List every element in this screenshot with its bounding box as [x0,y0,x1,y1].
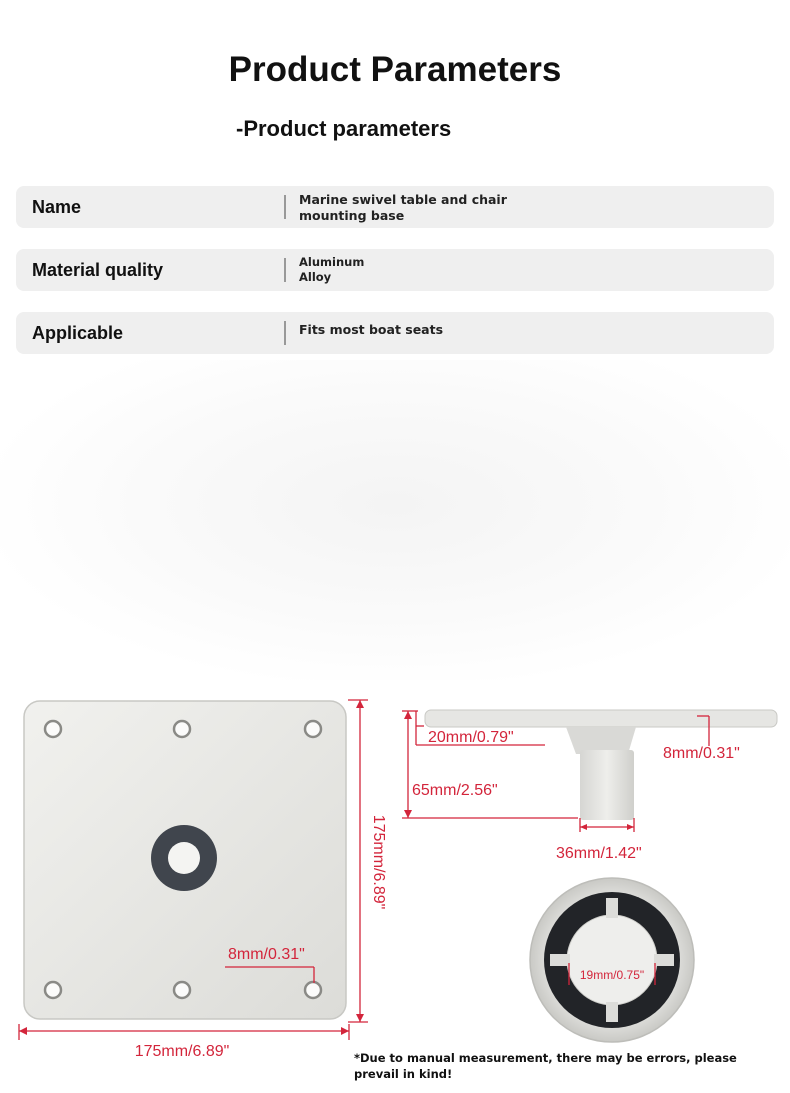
page-title: Product Parameters [228,50,562,89]
dimension-total-height: 65mm/2.56" [412,782,498,799]
param-value-name [299,192,507,224]
top-view-plate [24,701,346,1019]
param-value-line: mounting base [299,208,405,223]
dimension-inner-diameter: 19mm/0.75" [579,968,645,982]
dimension-plate-height: 175mm/6.89" [370,814,387,910]
dimension-plate-width: 175mm/6.89" [134,1043,230,1060]
param-value-line: Aluminum [299,255,365,269]
param-label-name: Name [32,197,82,217]
param-row-applicable [16,312,774,354]
param-label-applicable: Applicable [32,323,124,343]
param-value-line: Alloy [299,270,332,284]
param-value-line: Fits most boat seats [299,322,444,337]
product-dimension-diagram [0,680,790,1093]
measurement-note: *Due to manual measurement, there may be errors, please prevail in kind! [354,1051,737,1081]
param-value-applicable [299,322,443,338]
param-row-material [16,249,774,291]
side-view-base [425,710,777,820]
param-value-line: Marine swivel table and chair [299,192,507,207]
dimension-plate-thickness: 20mm/0.79" [428,729,514,746]
param-value-material [299,255,364,285]
page-subtitle: -Product parameters [236,116,452,141]
param-row-name [16,186,774,228]
param-divider [284,195,286,219]
dimension-edge-thickness: 8mm/0.31" [663,745,740,762]
dimension-tube-diameter: 36mm/1.42" [556,845,642,862]
param-divider [284,321,286,345]
bottom-view-ring [530,878,694,1042]
param-label-material: Material quality [32,260,164,280]
param-divider [284,258,286,282]
background-fade [0,360,790,680]
dimension-hole-diameter: 8mm/0.31" [228,946,305,963]
